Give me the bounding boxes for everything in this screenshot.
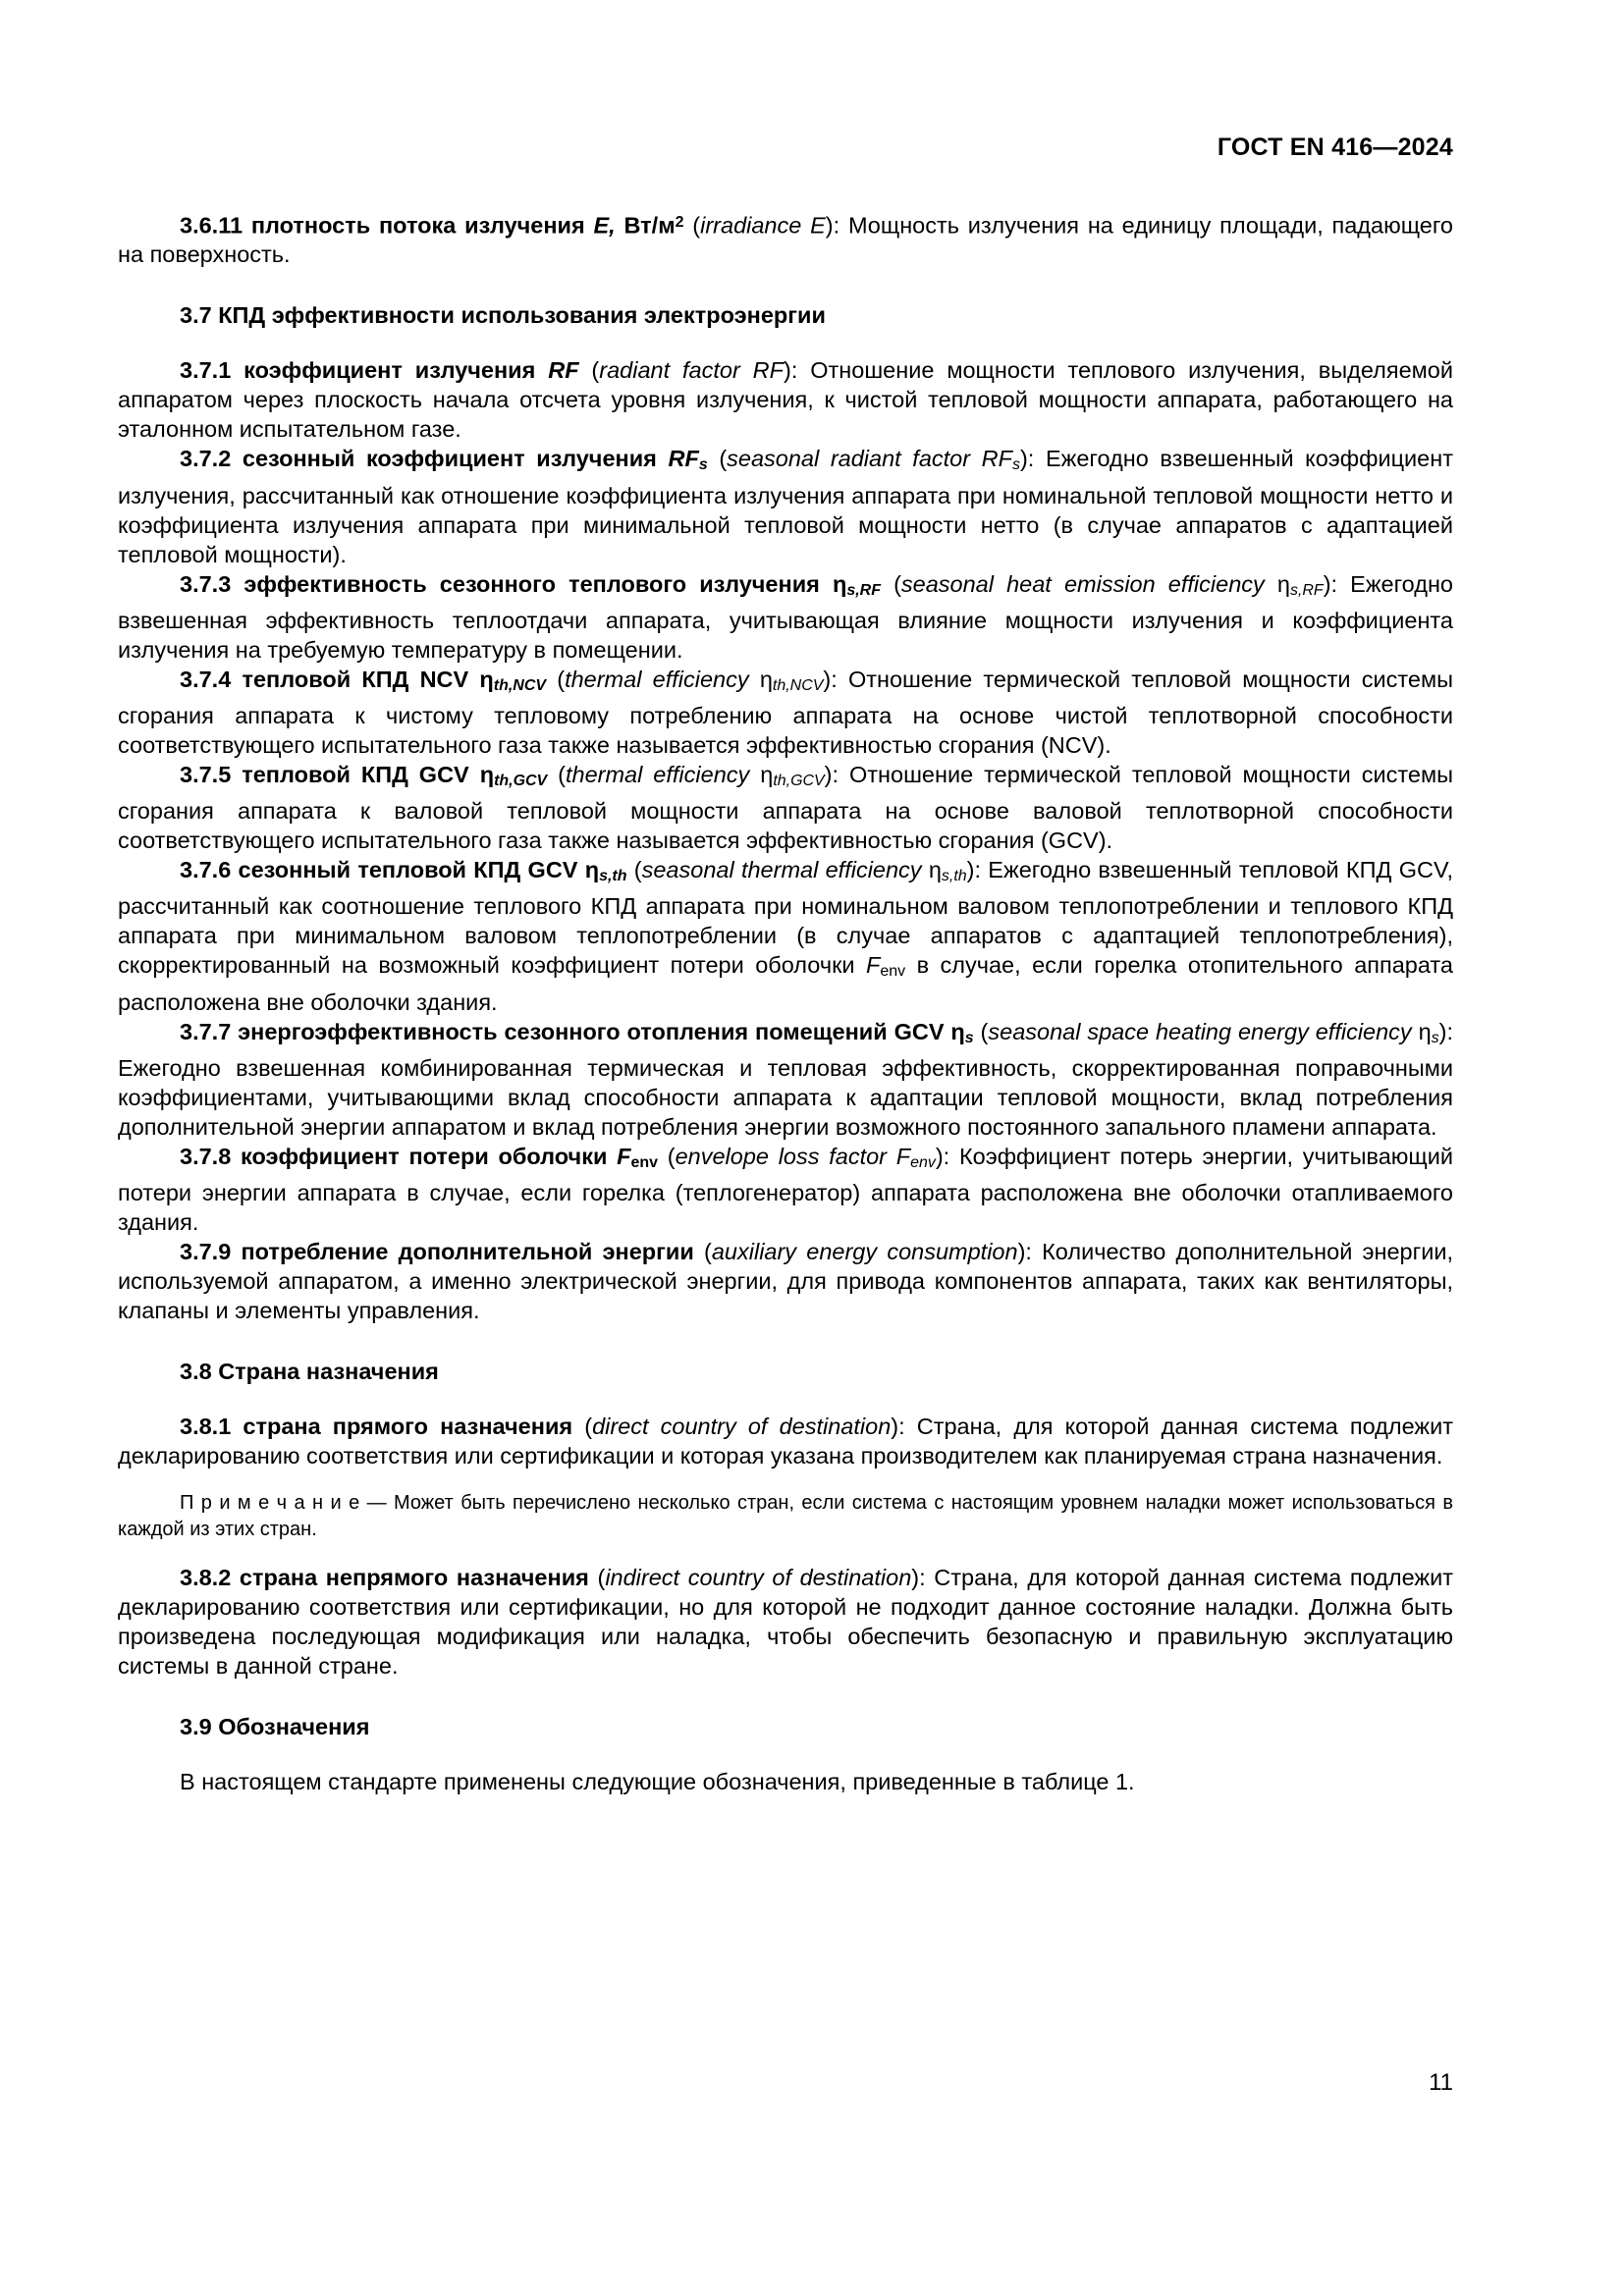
- text-run: 3.7.3 эффективность сезонного теплового излучения: [180, 570, 833, 597]
- clause-3-7-6: [118, 855, 1453, 1016]
- text-run: RF: [668, 446, 699, 472]
- text-run: (: [707, 446, 728, 472]
- text-run: ): Страна, для которой данная система подлежит декларированию соответствия или сертификации и которая указана производителем как планируемая страна назначения.: [118, 1413, 1453, 1468]
- clause-3-7-4: [118, 665, 1453, 760]
- text-run: s: [1431, 1029, 1439, 1046]
- text-run: 3.7.1 коэффициент излучения: [180, 357, 549, 384]
- text-run: Е,: [593, 212, 616, 239]
- text-run: η: [1418, 1018, 1432, 1044]
- text-run: 3.7.6 сезонный тепловой КПД GCV: [180, 857, 585, 883]
- text-run: ): Коэффициент потерь энергии, учитывающий потери энергии аппарата в случае, если горелка (теплогенератор) аппарата расположена вне оболочки отапливаемого здания.: [118, 1143, 1453, 1235]
- text-run: radiant factor RF: [599, 357, 784, 384]
- text-run: 3.9 Обозначения: [180, 1713, 370, 1739]
- clause-3-8-2: [118, 1563, 1453, 1681]
- text-run: s,RF: [846, 581, 881, 599]
- text-run: η: [479, 761, 495, 787]
- text-run: 3.6.11 плотность потока излучения: [180, 212, 594, 239]
- text-run: env: [910, 1153, 936, 1171]
- text-run: seasonal heat emission efficiency: [900, 570, 1277, 597]
- text-run: 3.7.2 сезонный коэффициент излучения: [180, 446, 669, 472]
- clause-3-7-1: [118, 355, 1453, 444]
- text-run: η: [584, 857, 600, 883]
- text-run: env: [880, 963, 906, 981]
- text-run: 3.8.1 страна прямого назначения: [180, 1413, 585, 1439]
- clause-3-6-11: [118, 208, 1453, 269]
- text-run: s,RF: [1289, 581, 1324, 599]
- text-run: seasonal thermal efficiency: [641, 857, 929, 883]
- text-run: η: [479, 666, 494, 692]
- text-run: direct country of destination: [592, 1413, 892, 1439]
- text-run: (: [658, 1143, 676, 1169]
- text-run: ): Ежегодно взвешенный тепловой КПД GCV, рассчитанный как соотношение теплового КПД аппарата при номинальном валовом теплопотреблении и теплового КПД аппарата при минимальном валовом теплопотреблении (в случае аппаратов с адаптацией теплопотребления), скорректированный на возможный коэффициент потери оболочки: [118, 857, 1453, 979]
- clause-3-7-9: [118, 1237, 1453, 1325]
- text-run: th,GCV: [773, 773, 825, 790]
- text-run: envelope loss factor: [675, 1143, 896, 1169]
- section-heading-3-7: [118, 300, 1453, 330]
- text-run: (: [578, 357, 600, 384]
- text-run: 3.7.4 тепловой КПД NCV: [180, 666, 480, 692]
- page-number: 11: [1429, 2069, 1453, 2096]
- text-run: η: [760, 761, 774, 787]
- text-run: s: [1012, 456, 1020, 474]
- text-run: (: [547, 761, 566, 787]
- text-run: ): Мощность излучения на единицу площади, падающего на поверхность.: [118, 212, 1453, 268]
- text-run: s,th: [599, 868, 627, 885]
- text-run: В настоящем стандарте применены следующие обозначения, приведенные в таблице 1.: [180, 1768, 1135, 1794]
- text-run: 3.7.7 энергоэффективность сезонного отопления помещений GCV: [180, 1018, 951, 1044]
- text-run: th,NCV: [772, 676, 824, 694]
- text-run: F: [895, 1143, 911, 1169]
- text-run: ): Отношение мощности теплового излучения, выделяемой аппаратом через плоскость начала отсчета уровня излучения, к чистой тепловой мощности аппарата, работающего на эталонном испытательном газе.: [118, 357, 1453, 443]
- text-run: thermal efficiency: [565, 761, 761, 787]
- clause-3-7-8: [118, 1142, 1453, 1237]
- text-run: (: [597, 1564, 606, 1590]
- section-heading-3-8: [118, 1357, 1453, 1386]
- text-run: (: [584, 1413, 593, 1439]
- text-run: ): Ежегодно взвешенный коэффициент излучения, рассчитанный как отношение коэффициента излучения аппарата при номинальной тепловой мощности нетто и коэффициента излучения аппарата при минимальной тепловой мощности нетто (в случае аппаратов с адаптацией тепловой мощности).: [118, 446, 1453, 567]
- clause-3-8-1: [118, 1412, 1453, 1470]
- text-run: в случае, если горелка отопительного аппарата расположена вне оболочки здания.: [118, 952, 1453, 1015]
- text-run: 2: [675, 214, 684, 231]
- text-run: Вт/м: [615, 212, 676, 239]
- clause-3-7-2: [118, 444, 1453, 568]
- text-run: (: [880, 570, 901, 597]
- clause-3-7-5: [118, 760, 1453, 855]
- text-run: η: [928, 857, 942, 883]
- text-run: П р и м е ч а н и е — Может быть перечислено несколько стран, если система с настоящим уровнем наладки может использоваться в каждой из этих стран.: [118, 1491, 1453, 1540]
- text-run: η: [759, 666, 773, 692]
- document-body: [118, 208, 1453, 1796]
- text-run: ): Отношение термической тепловой мощности системы сгорания аппарата к валовой тепловой мощности аппарата на основе валовой теплотворной способности соответствующего испытательного газа также называется эффективностью сгорания (GCV).: [118, 761, 1453, 854]
- clause-3-7-3: [118, 569, 1453, 665]
- text-run: seasonal radiant factor RF: [727, 446, 1012, 472]
- text-run: env: [630, 1153, 659, 1171]
- text-run: η: [1276, 570, 1290, 597]
- text-run: ): Страна, для которой данная система подлежит декларированию соответствия или сертификации, но для которой не подходит данное состояние наладки. Должна быть произведена последующая модификация или наладка, чтобы обеспечить безопасную и правильную эксплуатацию системы в данной стране.: [118, 1564, 1453, 1679]
- text-run: s: [698, 456, 708, 474]
- text-run: η: [832, 570, 847, 597]
- section-heading-3-9: [118, 1712, 1453, 1741]
- text-run: th,NCV: [493, 676, 547, 694]
- text-run: η: [950, 1018, 965, 1044]
- text-run: (: [683, 212, 701, 239]
- text-run: 3.7 КПД эффективности использования электроэнергии: [180, 302, 826, 329]
- text-run: thermal efficiency: [565, 666, 760, 692]
- text-run: ): Отношение термической тепловой мощности системы сгорания аппарата к чистому тепловому потреблению аппарата на основе чистой теплотворной способности соответствующего испытательного газа также называется эффективностью сгорания (NCV).: [118, 666, 1453, 758]
- text-run: 3.8 Страна назначения: [180, 1358, 439, 1384]
- text-run: 3.7.5 тепловой КПД GCV: [180, 761, 480, 787]
- text-run: irradiance E: [700, 212, 826, 239]
- text-run: ): Ежегодно взвешенная комбинированная термическая и тепловая эффективность, скорректированная поправочными коэффициентами, учитывающими вклад способности аппарата к адаптации тепловой мощности, вклад потребления дополнительной энергии аппаратом и вклад потребления энергии возможного постоянного запального пламени аппарата.: [118, 1018, 1453, 1140]
- clause-3-9-intro: [118, 1767, 1453, 1796]
- text-run: th,GCV: [494, 773, 548, 790]
- text-run: 3.8.2 страна непрямого назначения: [180, 1564, 598, 1590]
- text-run: F: [617, 1143, 631, 1169]
- text-run: (: [546, 666, 566, 692]
- text-run: 3.7.8 коэффициент потери оболочки: [180, 1143, 618, 1169]
- text-run: RF: [548, 357, 579, 384]
- text-run: 3.7.9 потребление дополнительной энергии: [180, 1238, 705, 1264]
- text-run: indirect country of destination: [605, 1564, 912, 1590]
- text-run: (: [973, 1018, 989, 1044]
- text-run: auxiliary energy consumption: [711, 1238, 1018, 1264]
- text-run: s: [964, 1029, 974, 1046]
- text-run: (: [704, 1238, 712, 1264]
- note-clause-3-8-1: [118, 1490, 1453, 1543]
- text-run: seasonal space heating energy efficiency: [988, 1018, 1419, 1044]
- text-run: (: [626, 857, 642, 883]
- clause-3-7-7: [118, 1017, 1453, 1142]
- text-run: s,th: [941, 868, 967, 885]
- document-header-designation: ГОСТ EN 416—2024: [1217, 133, 1453, 161]
- text-run: ): Количество дополнительной энергии, используемой аппаратом, а именно электрической энергии, для привода компонентов аппарата, таких как вентиляторы, клапаны и элементы управления.: [118, 1238, 1453, 1323]
- text-run: F: [865, 952, 881, 979]
- text-run: ): Ежегодно взвешенная эффективность теплоотдачи аппарата, учитывающая влияние мощности излучения и коэффициента излучения на требуемую температуру в помещении.: [118, 570, 1453, 663]
